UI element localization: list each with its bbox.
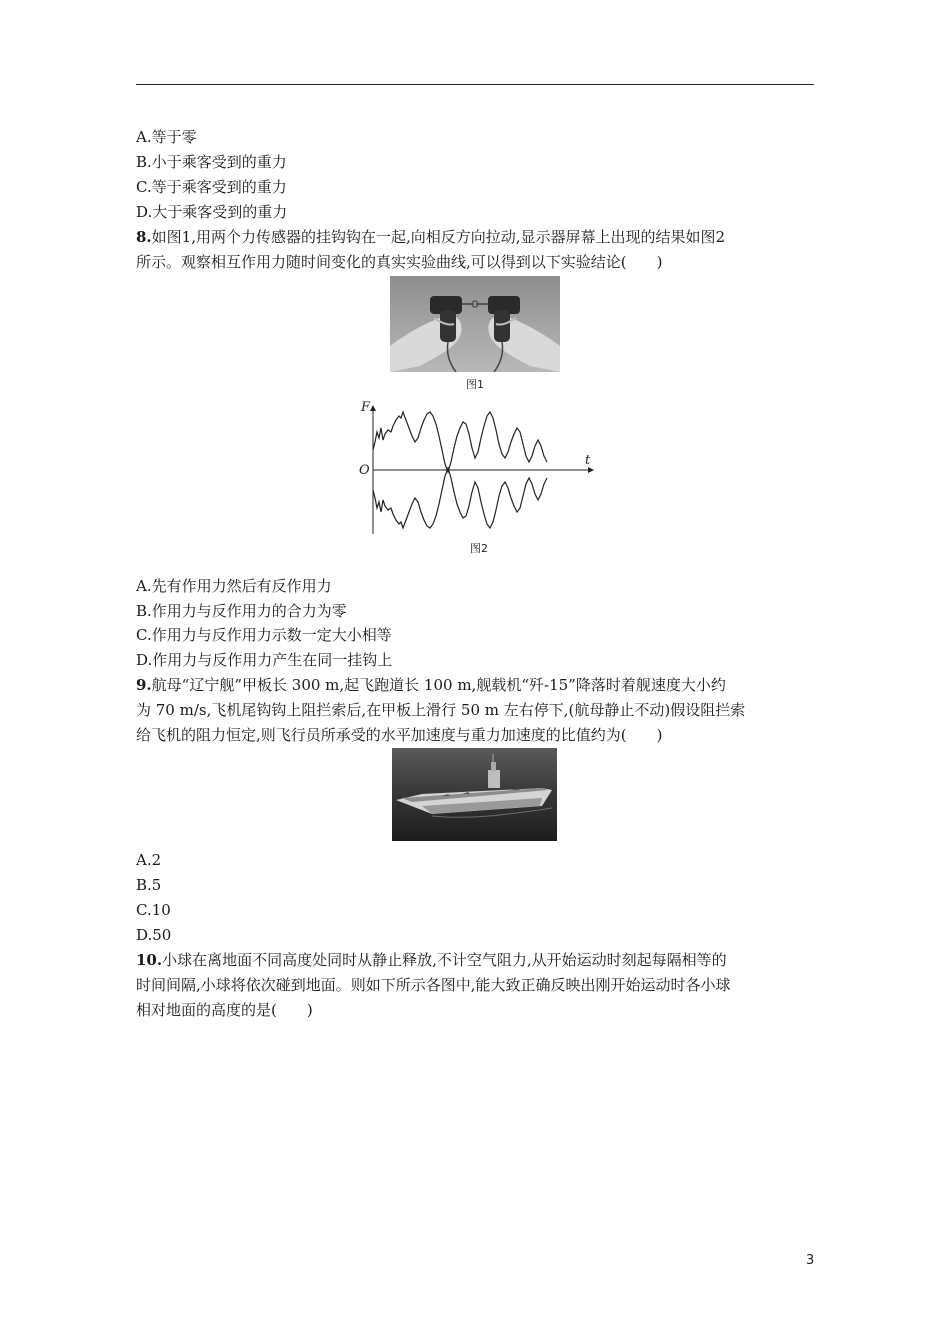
q8-option-b: B.作用力与反作用力的合力为零 (136, 602, 347, 620)
q10-number: 10. (136, 951, 163, 969)
q9-option-b: B.5 (136, 876, 162, 894)
q9-option-d: D.50 (136, 926, 172, 944)
q8-figure-1-caption: 图1 (466, 378, 484, 391)
q9-option-a: A.2 (136, 851, 162, 869)
q10-stem-line-3: 相对地面的高度的是( ) (136, 1001, 313, 1019)
q8-stem-line-2: 所示。观察相互作用力随时间变化的真实实验曲线,可以得到以下实验结论( ) (136, 253, 663, 271)
q8-stem-line-1: 8.如图1,用两个力传感器的挂钩钩在一起,向相反方向拉动,显示器屏幕上出现的结果如图2 (136, 228, 726, 246)
q10-stem-line-1: 10.小球在离地面不同高度处同时从静止释放,不计空气阻力,从开始运动时刻起每隔相等的 (136, 951, 727, 969)
q9-number: 9. (136, 676, 152, 694)
q8-option-c: C.作用力与反作用力示数一定大小相等 (136, 626, 392, 644)
origin-label: O (359, 463, 370, 478)
q9-stem-line-3: 给飞机的阻力恒定,则飞行员所承受的水平加速度与重力加速度的比值约为( ) (136, 726, 663, 744)
action-force-curve (373, 412, 547, 472)
q7-option-b: B.小于乘客受到的重力 (136, 153, 287, 171)
q9-aircraft-carrier-photo (392, 748, 557, 841)
q7-option-a: A.等于零 (136, 128, 197, 146)
q9-option-c: C.10 (136, 901, 171, 919)
reaction-force-curve (373, 468, 547, 528)
q8-option-d: D.作用力与反作用力产生在同一挂钩上 (136, 651, 393, 669)
q8-number: 8. (136, 228, 152, 246)
q9-stem-line-1: 9.航母“辽宁舰”甲板长 300 m,起飞跑道长 100 m,舰载机“歼-15”降落时着舰速度大小约 (136, 676, 726, 694)
q8-figure-2-force-graph (355, 398, 605, 536)
q8-option-a: A.先有作用力然后有反作用力 (136, 577, 332, 595)
q7-option-c: C.等于乘客受到的重力 (136, 178, 287, 196)
q7-option-d: D.大于乘客受到的重力 (136, 203, 288, 221)
header-rule (136, 84, 814, 85)
t-axis-label: t (585, 453, 591, 468)
page-number: 3 (806, 1253, 815, 1268)
q10-stem-line-2: 时间间隔,小球将依次碰到地面。则如下所示各图中,能大致正确反映出刚开始运动时各小球 (136, 976, 731, 994)
f-axis-label: F (361, 400, 371, 415)
q8-figure-1-photo (390, 276, 560, 372)
q8-figure-2-caption: 图2 (470, 542, 488, 555)
q9-stem-line-2: 为 70 m/s,飞机尾钩钩上阻拦索后,在甲板上滑行 50 m 左右停下,(航母静止不动)假设阻拦索 (136, 701, 746, 719)
